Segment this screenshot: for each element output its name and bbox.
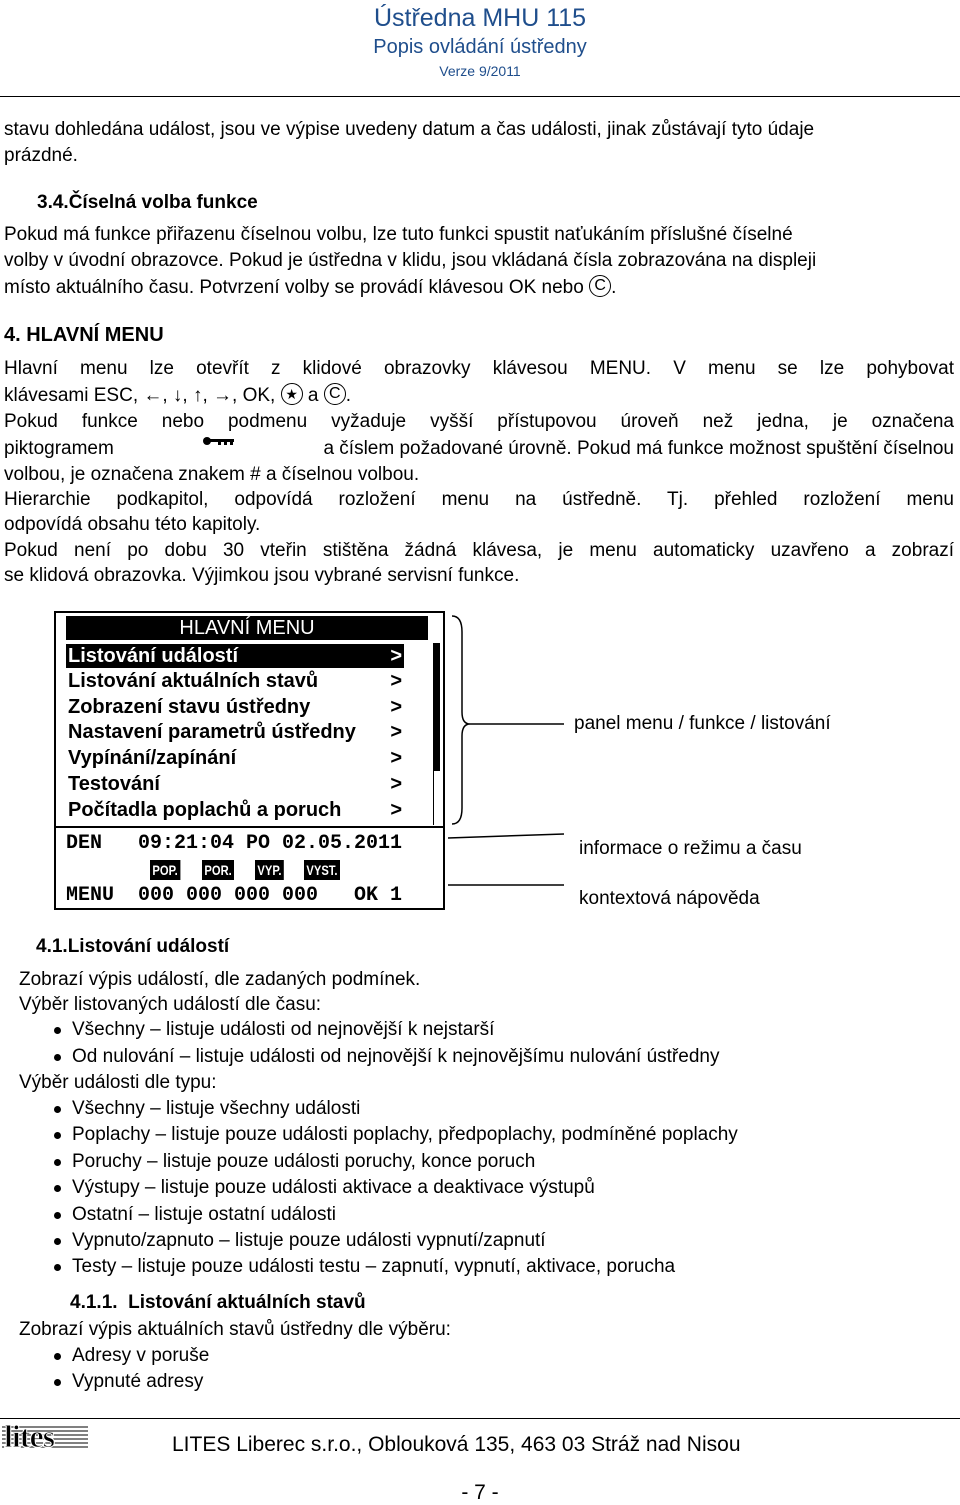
c-key-icon: C — [589, 275, 611, 297]
section-4-p2-line-3: volbou, je označena znakem # a číselnou volbou. — [4, 464, 420, 485]
section-4-p3-line-1: Hierarchie podkapitol, odpovídá rozložení menu na ústředně. Tj. přehled rozložení menu — [4, 489, 954, 510]
section-3-4-line-3 — [4, 275, 616, 301]
footer-address: LITES Liberec s.r.o., Oblouková 135, 463 03 Stráž nad Nisou — [172, 1433, 741, 1456]
bullet-icon — [54, 1238, 61, 1245]
section-3-4-heading: 3.4.Číselná volba funkce — [37, 192, 258, 213]
section-4-p1-line-2 — [4, 383, 351, 409]
section-4-1-1-heading: 4.1.1. Listování aktuálních stavů — [70, 1292, 366, 1313]
chevron-right-icon: > — [390, 721, 402, 743]
section-3-4-line-1: Pokud má funkce přiřazenu číselnou volbu, lze tuto funkci spustit naťukáním příslušné číselné — [4, 224, 793, 245]
bullet-icon — [54, 1027, 61, 1034]
chevron-right-icon: > — [390, 773, 402, 795]
lcd-menu-item-label: Listování aktuálních stavů — [68, 670, 319, 692]
chevron-right-icon: > — [390, 645, 402, 667]
list-item-text: Poplachy – listuje pouze události poplachy, předpoplachy, podmíněné poplachy — [72, 1124, 738, 1145]
pictogram-text-rest: a číslem požadované úrovně. Pokud má funkce možnost spuštění číselnou — [323, 438, 954, 459]
lcd-bottom-line: MENU 000 000 000 000 OK 1 — [66, 884, 403, 907]
lcd-scrollbar-thumb — [433, 643, 440, 771]
star-key-icon: ★ — [281, 383, 303, 405]
list-item — [54, 1096, 360, 1122]
period: . — [345, 385, 352, 406]
document-title: Ústředna MHU 115 — [373, 4, 587, 32]
list-item-text: Adresy v poruše — [72, 1345, 210, 1366]
section-4-p2-line-1: Pokud funkce nebo podmenu vyžaduje vyšší přístupovou úroveň než jedna, je označena — [4, 411, 954, 432]
chevron-right-icon: > — [390, 670, 402, 692]
section-4-p4-line-1: Pokud není po dobu 30 vteřin stištěna žádná klávesa, je menu automaticky uzavřeno a zobrazí — [4, 540, 954, 561]
callout-hint: kontextová nápověda — [579, 888, 760, 909]
callout-panel: panel menu / funkce / listování — [574, 713, 831, 734]
lcd-menu-item-label: Počítadla poplachů a poruch — [68, 799, 342, 821]
chevron-right-icon: > — [390, 747, 402, 769]
period: . — [611, 277, 617, 298]
list-item-text: Testy – listuje pouze události testu – zapnutí, vypnutí, aktivace, porucha — [72, 1256, 676, 1277]
list-item — [54, 1254, 675, 1280]
lcd-menu-item-label: Vypínání/zapínání — [68, 747, 237, 769]
chevron-right-icon: > — [390, 696, 402, 718]
lcd-menu-item — [66, 669, 404, 693]
c-key-icon: C — [324, 383, 346, 405]
lcd-menu-item-label: Testování — [68, 773, 160, 795]
bullet-icon — [54, 1106, 61, 1113]
intro-line-2: prázdné. — [4, 145, 78, 166]
lcd-status-line: DEN 09:21:04 PO 02.05.2011 — [66, 832, 403, 855]
lcd-tag-por: POR. — [202, 860, 234, 880]
bullet-icon — [54, 1264, 61, 1271]
list-item — [54, 1202, 336, 1228]
list-item — [54, 1369, 203, 1395]
list-item-text: Výstupy – listuje pouze události aktivace a deaktivace výstupů — [72, 1177, 595, 1198]
section-4-1-line-3: Výběr události dle typu: — [19, 1072, 217, 1093]
lcd-menu-item-label: Zobrazení stavu ústředny — [68, 696, 311, 718]
section-4-1-line-2: Výběr listovaných událostí dle času: — [19, 994, 322, 1015]
list-item-text: Od nulování – listuje události od nejnovější k nejnovějšímu nulování ústředny — [72, 1046, 720, 1067]
lcd-tag-vyst: VYST. — [304, 860, 340, 880]
lcd-divider — [54, 826, 445, 828]
document-subtitle: Popis ovládání ústředny — [373, 36, 587, 58]
logo-text: lites — [4, 1418, 55, 1454]
key-icon — [202, 436, 236, 446]
callout-info: informace o režimu a času — [579, 838, 802, 859]
section-4-heading: 4. HLAVNÍ MENU — [4, 324, 164, 346]
lcd-menu-item — [66, 746, 404, 770]
bullet-icon — [54, 1159, 61, 1166]
list-item-text: Vypnuto/zapnuto – listuje pouze události vypnutí/zapnutí — [72, 1230, 546, 1251]
list-item — [54, 1044, 719, 1070]
section-4-1-1-line-1: Zobrazí výpis aktuálních stavů ústředny dle výběru: — [19, 1319, 451, 1340]
lcd-menu-item — [66, 720, 404, 744]
lcd-title: HLAVNÍ MENU — [66, 616, 428, 640]
bullet-icon — [54, 1379, 61, 1386]
list-item — [54, 1122, 738, 1148]
section-4-1-heading: 4.1.Listování událostí — [36, 936, 230, 957]
pictogram-text: piktogramem — [4, 438, 114, 459]
section-4-p4-line-2: se klidová obrazovka. Výjimkou jsou vybrané servisní funkce. — [4, 565, 520, 586]
section-4-p1-line-1: Hlavní menu lze otevřít z klidové obrazovky klávesou MENU. V menu se lze pohybovat — [4, 358, 954, 379]
list-item — [54, 1149, 535, 1175]
lcd-tag-pop: POP. — [150, 860, 180, 880]
lcd-menu-item-label: Listování událostí — [68, 645, 239, 667]
document-version: Verze 9/2011 — [439, 63, 521, 79]
bullet-icon — [54, 1353, 61, 1360]
chevron-right-icon: > — [390, 799, 402, 821]
lcd-menu-item — [66, 644, 404, 668]
callout-brackets — [448, 612, 568, 912]
footer-rule — [0, 1418, 960, 1419]
list-item — [54, 1017, 494, 1043]
list-item-text: Vypnuté adresy — [72, 1371, 204, 1392]
lcd-tag-vyp: VYP. — [255, 860, 284, 880]
list-item-text: Všechny – listuje všechny události — [72, 1098, 361, 1119]
lites-logo — [2, 1418, 88, 1454]
bullet-icon — [54, 1132, 61, 1139]
section-3-4-line-3-text: místo aktuálního času. Potvrzení volby se provádí klávesou OK nebo — [4, 277, 584, 298]
lcd-menu-item — [66, 798, 404, 822]
bullet-icon — [54, 1212, 61, 1219]
list-item-text: Ostatní – listuje ostatní události — [72, 1204, 337, 1225]
and-text: a — [307, 385, 319, 406]
header-rule — [0, 96, 960, 97]
intro-line-1: stavu dohledána událost, jsou ve výpise uvedeny datum a čas události, jinak zůstávají tyto údaje — [4, 119, 815, 140]
nav-keys-text: klávesami ESC, ←, ↓, ↑, →, OK, — [4, 385, 276, 406]
lcd-menu-item — [66, 772, 404, 796]
lcd-menu-item — [66, 695, 404, 719]
list-item — [54, 1228, 546, 1254]
section-4-p3-line-2: odpovídá obsahu této kapitoly. — [4, 514, 261, 535]
list-item-text: Poruchy – listuje pouze události poruchy, konce poruch — [72, 1151, 536, 1172]
page-number: - 7 - — [461, 1481, 499, 1504]
section-4-p2-line-2 — [4, 436, 954, 462]
bullet-icon — [54, 1054, 61, 1061]
bullet-icon — [54, 1185, 61, 1192]
list-item-text: Všechny – listuje události od nejnovější k nejstarší — [72, 1019, 495, 1040]
section-3-4-line-2: volby v úvodní obrazovce. Pokud je ústředna v klidu, jsou vkládaná čísla zobrazována na displeji — [4, 250, 817, 271]
list-item — [54, 1343, 209, 1369]
list-item — [54, 1175, 595, 1201]
lcd-menu-item-label: Nastavení parametrů ústředny — [68, 721, 356, 743]
section-4-1-line-1: Zobrazí výpis událostí, dle zadaných podmínek. — [19, 969, 421, 990]
